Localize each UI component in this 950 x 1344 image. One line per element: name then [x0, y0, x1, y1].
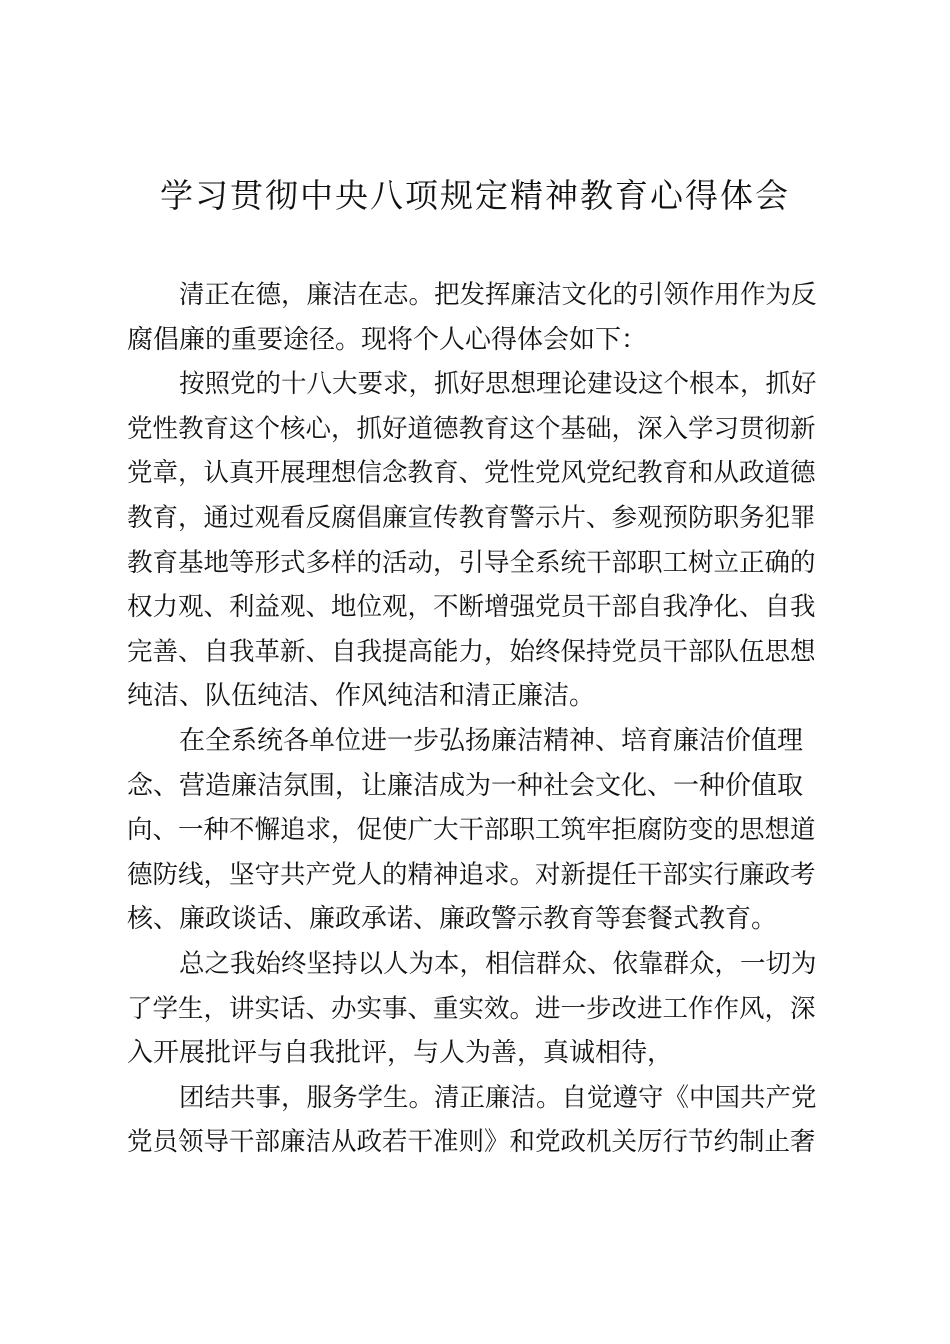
body-line: 了学生，讲实话、办实事、重实效。进一步改进工作作风，深	[127, 993, 816, 1024]
document-body	[127, 273, 823, 1165]
body-line: 向、一种不懈追求，促使广大干部职工筑牢拒腐防变的思想道	[127, 815, 816, 846]
body-line: 党章，认真开展理想信念教育、党性党风党纪教育和从政道德	[127, 458, 816, 489]
document-title: 学习贯彻中央八项规定精神教育心得体会	[160, 176, 790, 215]
body-line: 完善、自我革新、自我提高能力，始终保持党员干部队伍思想	[127, 636, 816, 667]
body-line: 团结共事，服务学生。清正廉洁。自觉遵守《中国共产党	[179, 1082, 817, 1113]
body-line: 教育基地等形式多样的活动，引导全系统干部职工树立正确的	[127, 547, 816, 578]
body-line: 在全系统各单位进一步弘扬廉洁精神、培育廉洁价值理	[179, 725, 804, 756]
body-line: 念、营造廉洁氛围，让廉洁成为一种社会文化、一种价值取	[127, 770, 804, 801]
body-line: 权力观、利益观、地位观，不断增强党员干部自我净化、自我	[127, 592, 816, 623]
body-line: 党性教育这个核心，抓好道德教育这个基础，深入学习贯彻新	[127, 413, 816, 444]
body-line: 腐倡廉的重要途径。现将个人心得体会如下：	[127, 324, 648, 355]
body-line: 按照党的十八大要求，抓好思想理论建设这个根本，抓好	[179, 369, 817, 400]
body-line: 教育，通过观看反腐倡廉宣传教育警示片、参观预防职务犯罪	[127, 502, 816, 533]
body-line: 纯洁、队伍纯洁、作风纯洁和清正廉洁。	[127, 681, 596, 712]
body-line: 党员领导干部廉洁从政若干准则》和党政机关厉行节约制止奢	[127, 1127, 816, 1158]
body-line: 核、廉政谈话、廉政承诺、廉政警示教育等套餐式教育。	[127, 904, 778, 935]
body-line: 清正在德，廉洁在志。把发挥廉洁文化的引领作用作为反	[179, 280, 817, 310]
body-line: 总之我始终坚持以人为本，相信群众、依靠群众，一切为	[179, 948, 817, 979]
body-line: 德防线，坚守共产党人的精神追求。对新提任干部实行廉政考	[127, 859, 816, 890]
body-line: 入开展批评与自我批评，与人为善，真诚相待，	[127, 1038, 674, 1069]
